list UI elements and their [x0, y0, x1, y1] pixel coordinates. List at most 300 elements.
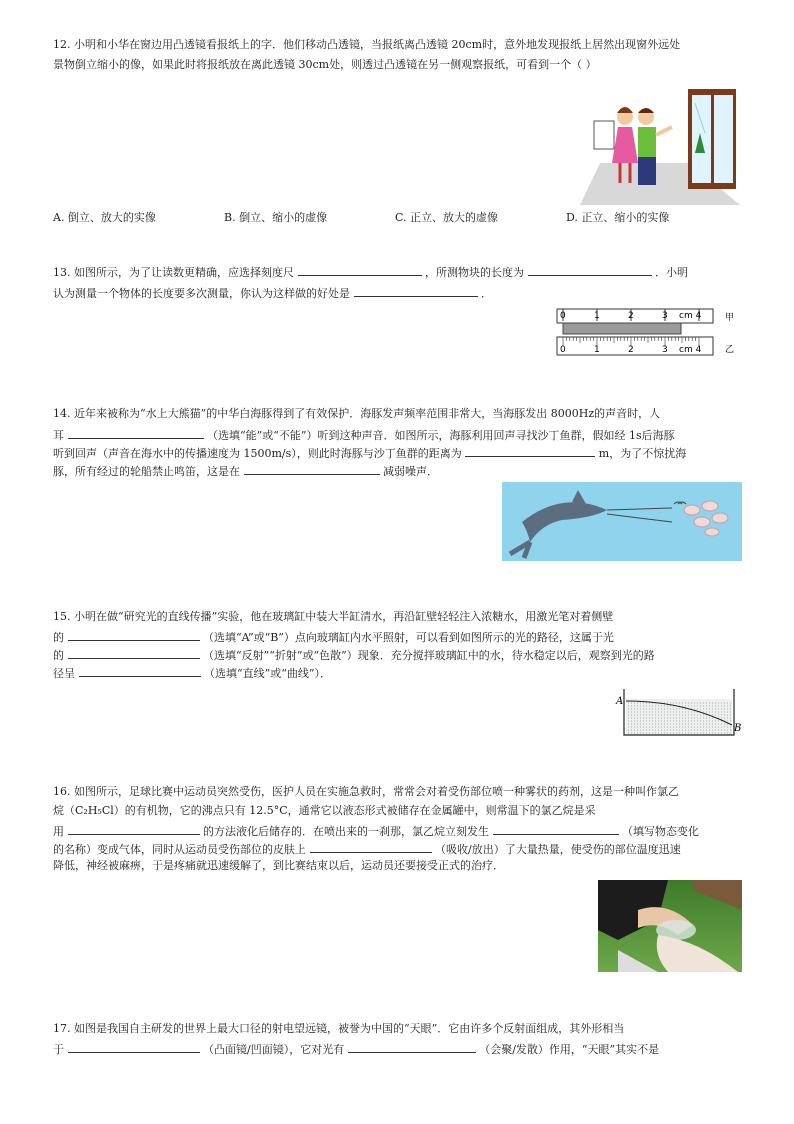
water-dot — [643, 706, 644, 707]
water-dot — [712, 706, 713, 707]
water-dot — [727, 730, 728, 731]
water-dot — [667, 703, 668, 704]
water-dot — [694, 715, 695, 716]
ruler-a-tick-2: 2 — [628, 311, 634, 321]
water-dot — [721, 733, 722, 734]
water-dot — [640, 706, 641, 707]
q15-blank-phenomenon[interactable] — [68, 647, 200, 659]
water-dot — [643, 709, 644, 710]
water-dot — [700, 721, 701, 722]
water-dot — [700, 724, 701, 725]
water-dot — [688, 721, 689, 722]
water-dot — [670, 730, 671, 731]
water-dot — [682, 709, 683, 710]
water-dot — [709, 730, 710, 731]
water-dot — [637, 733, 638, 734]
water-dot — [631, 706, 632, 707]
water-dot — [682, 733, 683, 734]
water-dot — [685, 712, 686, 713]
water-dot — [691, 706, 692, 707]
water-dot — [628, 718, 629, 719]
water-dot — [697, 703, 698, 704]
water-dot — [658, 715, 659, 716]
water-dot — [691, 730, 692, 731]
water-dot — [676, 733, 677, 734]
water-dot — [640, 712, 641, 713]
water-dot — [646, 724, 647, 725]
water-dot — [697, 715, 698, 716]
water-dot — [715, 712, 716, 713]
water-dot — [646, 715, 647, 716]
water-dot — [724, 703, 725, 704]
q15-line-1: 15. 小明在做“研究光的直线传播”实验，他在玻璃缸中装大半缸清水，再沿缸壁轻轻注入浓糖水，用激光笔对着侧壁 — [53, 610, 614, 623]
water-dot — [694, 706, 695, 707]
water-dot — [637, 724, 638, 725]
q13-blank-ruler[interactable] — [298, 264, 422, 276]
water-dot — [655, 709, 656, 710]
water-dot — [715, 721, 716, 722]
water-dot — [673, 721, 674, 722]
water-dot — [706, 718, 707, 719]
water-dot — [655, 712, 656, 713]
water-dot — [706, 730, 707, 731]
water-dot — [637, 715, 638, 716]
water-dot — [634, 712, 635, 713]
q16-text: 的方法液化后储存的．在喷出来的一刹那，氯乙烷立刻发生 — [203, 825, 489, 838]
q17-text: （会聚/发散）作用，“天眼”其实不是 — [479, 1043, 660, 1056]
water-dot — [658, 712, 659, 713]
ruler-b-tag: 乙 — [725, 345, 735, 355]
water-dot — [649, 718, 650, 719]
water-dot — [679, 727, 680, 728]
water-dot — [640, 709, 641, 710]
water-dot — [655, 715, 656, 716]
water-dot — [658, 706, 659, 707]
q17-line-1: 17. 如图是我国自主研发的世界上最大口径的射电望远镜，被誉为中国的“天眼”．它由许多个反射面组成，其外形相当 — [53, 1022, 625, 1035]
water-dot — [709, 718, 710, 719]
water-dot — [649, 703, 650, 704]
q13-text: 13. 如图所示，为了让读数更精确，应选择刻度尺 — [53, 266, 294, 279]
water-dot — [727, 712, 728, 713]
water-dot — [727, 724, 728, 725]
q15-blank-path[interactable] — [79, 665, 201, 677]
water-dot — [685, 730, 686, 731]
water-dot — [634, 718, 635, 719]
water-dot — [697, 724, 698, 725]
q16-line-2: 烷（C₂H₅Cl）的有机物，它的沸点只有 12.5°C，通常它以液态形式被储存在金属罐中，则常温下的氯乙烷是采 — [53, 804, 596, 817]
water-dot — [694, 718, 695, 719]
water-dot — [661, 709, 662, 710]
water-dot — [655, 724, 656, 725]
q14-dolphin-figure — [502, 482, 742, 561]
water-dot — [664, 721, 665, 722]
water-dot — [673, 724, 674, 725]
water-dot — [637, 712, 638, 713]
water-dot — [721, 730, 722, 731]
water-dot — [667, 724, 668, 725]
water-dot — [721, 718, 722, 719]
water-dot — [658, 721, 659, 722]
water-dot — [715, 727, 716, 728]
q13-line-2 — [53, 285, 492, 301]
water-dot — [712, 718, 713, 719]
q12-option-d: D. 正立、缩小的实像 — [566, 211, 670, 224]
water-dot — [661, 718, 662, 719]
water-dot — [706, 727, 707, 728]
water-dot — [649, 715, 650, 716]
water-dot — [667, 718, 668, 719]
water-dot — [628, 730, 629, 731]
q14-text: m，为了不惊扰海 — [598, 447, 687, 460]
water-dot — [712, 709, 713, 710]
q16-text: （填写物态变化 — [622, 825, 699, 838]
water-dot — [694, 727, 695, 728]
water-dot — [718, 727, 719, 728]
water-dot — [637, 721, 638, 722]
q12-option-b: B. 倒立、缩小的虚像 — [224, 211, 328, 224]
water-dot — [643, 724, 644, 725]
q17-text: （凸面镜/凹面镜），它对光有 — [203, 1043, 345, 1056]
q15-label-b: B — [734, 723, 742, 734]
water-dot — [697, 718, 698, 719]
water-dot — [709, 724, 710, 725]
ruler-b-tick-1: 1 — [594, 345, 600, 355]
water-dot — [685, 724, 686, 725]
water-dot — [730, 733, 731, 734]
water-dot — [682, 703, 683, 704]
water-dot — [628, 724, 629, 725]
water-dot — [685, 721, 686, 722]
water-dot — [691, 715, 692, 716]
water-dot — [670, 706, 671, 707]
water-dot — [694, 712, 695, 713]
water-dot — [661, 733, 662, 734]
water-dot — [676, 712, 677, 713]
water-dot — [712, 730, 713, 731]
water-dot — [724, 718, 725, 719]
water-dot — [715, 724, 716, 725]
water-dot — [676, 724, 677, 725]
water-dot — [664, 718, 665, 719]
q14-line-1: 14. 近年来被称为“水上大熊猫”的中华白海豚得到了有效保护．海豚发声频率范围非常大，当海豚发出 8000Hz的声音时，人 — [53, 407, 661, 420]
water-dot — [634, 721, 635, 722]
water-dot — [718, 721, 719, 722]
water-dot — [724, 724, 725, 725]
water-dot — [664, 709, 665, 710]
water-dot — [667, 721, 668, 722]
water-dot — [727, 733, 728, 734]
q17-blank-effect[interactable] — [348, 1041, 476, 1053]
water-dot — [643, 721, 644, 722]
water-dot — [730, 706, 731, 707]
water-dot — [676, 703, 677, 704]
q16-blank-method[interactable] — [68, 823, 200, 835]
water-dot — [670, 733, 671, 734]
water-dot — [658, 727, 659, 728]
ruler-a-tick-1: 1 — [594, 311, 600, 321]
q15-text: （选填“反射”“折射”或“色散”）现象．充分搅拌玻璃缸中的水，待水稳定以后，观察到光的路 — [203, 649, 655, 662]
water-dot — [679, 733, 680, 734]
water-dot — [631, 733, 632, 734]
water-dot — [688, 712, 689, 713]
water-dot — [727, 727, 728, 728]
water-dot — [703, 730, 704, 731]
water-dot — [691, 718, 692, 719]
water-dot — [658, 733, 659, 734]
water-dot — [673, 712, 674, 713]
water-dot — [640, 721, 641, 722]
water-dot — [724, 709, 725, 710]
water-dot — [652, 715, 653, 716]
water-dot — [691, 721, 692, 722]
water-dot — [703, 733, 704, 734]
water-dot — [682, 718, 683, 719]
water-dot — [652, 724, 653, 725]
q17-text: 于 — [53, 1043, 64, 1056]
water-dot — [718, 724, 719, 725]
q13-blank-length[interactable] — [528, 264, 652, 276]
water-dot — [730, 709, 731, 710]
water-dot — [700, 715, 701, 716]
q13-blank-benefit[interactable] — [354, 285, 478, 297]
water-dot — [634, 703, 635, 704]
q14-text: 耳 — [53, 429, 64, 442]
water-dot — [634, 727, 635, 728]
water-dot — [634, 724, 635, 725]
water-dot — [679, 718, 680, 719]
q16-text: 的名称）变成气体，同时从运动员受伤部位的皮肤上 — [53, 843, 306, 856]
water-dot — [703, 706, 704, 707]
water-dot — [727, 709, 728, 710]
water-dot — [634, 706, 635, 707]
q14-blank-hear[interactable] — [68, 427, 204, 439]
water-dot — [655, 727, 656, 728]
water-dot — [730, 727, 731, 728]
q14-blank-distance[interactable] — [465, 445, 595, 457]
water-dot — [649, 712, 650, 713]
water-dot — [727, 718, 728, 719]
water-dot — [715, 709, 716, 710]
water-dot — [640, 718, 641, 719]
q14-line-4 — [53, 463, 438, 479]
water-dot — [664, 733, 665, 734]
water-dot — [628, 703, 629, 704]
q15-blank-point[interactable] — [68, 629, 200, 641]
q14-text: 豚，所有经过的轮船禁止鸣笛，这是在 — [53, 465, 240, 478]
water-dot — [688, 703, 689, 704]
water-dot — [703, 724, 704, 725]
water-dot — [631, 718, 632, 719]
water-dot — [685, 733, 686, 734]
water-dot — [649, 721, 650, 722]
water-dot — [682, 712, 683, 713]
water-dot — [652, 718, 653, 719]
water-dot — [715, 715, 716, 716]
water-dot — [706, 709, 707, 710]
water-dot — [697, 727, 698, 728]
water-dot — [709, 712, 710, 713]
water-dot — [664, 724, 665, 725]
q16-blank-heat[interactable] — [310, 841, 432, 853]
water-dot — [706, 733, 707, 734]
water-dot — [643, 733, 644, 734]
water-dot — [688, 706, 689, 707]
water-dot — [685, 706, 686, 707]
water-dot — [697, 733, 698, 734]
water-dot — [661, 730, 662, 731]
q15-line-2 — [53, 629, 614, 645]
water-dot — [688, 730, 689, 731]
water-dot — [673, 730, 674, 731]
water-dot — [646, 703, 647, 704]
water-dot — [652, 709, 653, 710]
water-dot — [670, 709, 671, 710]
water-dot — [688, 733, 689, 734]
water-dot — [655, 718, 656, 719]
water-dot — [646, 721, 647, 722]
water-dot — [661, 727, 662, 728]
water-dot — [628, 727, 629, 728]
water-dot — [685, 727, 686, 728]
water-dot — [712, 715, 713, 716]
water-dot — [685, 703, 686, 704]
water-dot — [655, 721, 656, 722]
water-dot — [658, 709, 659, 710]
water-dot — [649, 706, 650, 707]
water-dot — [682, 724, 683, 725]
water-dot — [679, 724, 680, 725]
water-dot — [661, 712, 662, 713]
water-dot — [721, 715, 722, 716]
water-dot — [634, 709, 635, 710]
water-dot — [700, 730, 701, 731]
water-dot — [649, 709, 650, 710]
water-dot — [727, 706, 728, 707]
water-dot — [673, 703, 674, 704]
q14-line-3 — [53, 445, 686, 461]
q12-illustration — [580, 83, 740, 205]
water-dot — [670, 703, 671, 704]
water-dot — [631, 730, 632, 731]
water-dot — [703, 718, 704, 719]
water-dot — [664, 706, 665, 707]
water-dot — [694, 724, 695, 725]
water-dot — [661, 715, 662, 716]
q15-text: （选填“A”或“B”）点向玻璃缸内水平照射，可以看到如图所示的光的路径，这属于光 — [203, 631, 614, 644]
water-dot — [676, 715, 677, 716]
water-dot — [706, 703, 707, 704]
water-dot — [679, 703, 680, 704]
water-dot — [628, 709, 629, 710]
water-dot — [637, 727, 638, 728]
water-dot — [712, 724, 713, 725]
water-dot — [688, 715, 689, 716]
water-dot — [637, 706, 638, 707]
water-dot — [700, 718, 701, 719]
water-dot — [730, 703, 731, 704]
water-dot — [658, 718, 659, 719]
water-dot — [706, 712, 707, 713]
water-dot — [664, 727, 665, 728]
water-dot — [676, 730, 677, 731]
water-dot — [718, 709, 719, 710]
water-dot — [688, 724, 689, 725]
water-dot — [724, 733, 725, 734]
water-dot — [667, 730, 668, 731]
water-dot — [691, 727, 692, 728]
water-dot — [667, 712, 668, 713]
q17-blank-mirror[interactable] — [68, 1041, 200, 1053]
water-dot — [724, 712, 725, 713]
water-dot — [697, 730, 698, 731]
water-dot — [715, 733, 716, 734]
water-dot — [679, 709, 680, 710]
water-dot — [691, 703, 692, 704]
ruler-a-tick-4: cm 4 — [679, 311, 702, 321]
water-dot — [685, 709, 686, 710]
water-dot — [676, 727, 677, 728]
water-dot — [643, 712, 644, 713]
water-dot — [730, 715, 731, 716]
water-dot — [682, 706, 683, 707]
q16-text: 用 — [53, 825, 64, 838]
water-dot — [709, 703, 710, 704]
q15-text: 的 — [53, 649, 64, 662]
ruler-a-tag: 甲 — [725, 313, 735, 323]
water-dot — [631, 703, 632, 704]
water-dot — [703, 727, 704, 728]
q14-blank-noise[interactable] — [244, 463, 380, 475]
water-dot — [724, 727, 725, 728]
water-dot — [730, 721, 731, 722]
q13-text: 认为测量一个物体的长度要多次测量，你认为这样做的好处是 — [53, 287, 350, 300]
water-dot — [640, 730, 641, 731]
water-dot — [715, 703, 716, 704]
water-dot — [718, 730, 719, 731]
water-dot — [721, 712, 722, 713]
water-dot — [640, 724, 641, 725]
ruler-a-tick-0: 0 — [560, 311, 566, 321]
water-dot — [724, 715, 725, 716]
water-dot — [673, 733, 674, 734]
q13-rulers-figure — [553, 305, 743, 365]
water-dot — [667, 706, 668, 707]
water-dot — [634, 730, 635, 731]
water-dot — [706, 721, 707, 722]
water-dot — [655, 706, 656, 707]
water-dot — [643, 703, 644, 704]
ruler-b-tick-2: 2 — [628, 345, 634, 355]
water-dot — [703, 709, 704, 710]
water-dot — [721, 724, 722, 725]
q16-blank-change[interactable] — [493, 823, 619, 835]
water-dot — [631, 724, 632, 725]
water-dot — [682, 727, 683, 728]
water-dot — [724, 730, 725, 731]
water-dot — [685, 718, 686, 719]
water-dot — [682, 730, 683, 731]
water-dot — [652, 730, 653, 731]
water-dot — [643, 730, 644, 731]
water-dot — [715, 706, 716, 707]
ruler-b-tick-0: 0 — [560, 345, 566, 355]
water-dot — [661, 721, 662, 722]
water-dot — [664, 715, 665, 716]
water-dot — [631, 709, 632, 710]
q12-line-1: 12. 小明和小华在窗边用凸透镜看报纸上的字．他们移动凸透镜，当报纸离凸透镜 20cm时，意外地发现报纸上居然出现窗外远处 — [53, 38, 681, 51]
water-dot — [661, 706, 662, 707]
water-dot — [712, 703, 713, 704]
